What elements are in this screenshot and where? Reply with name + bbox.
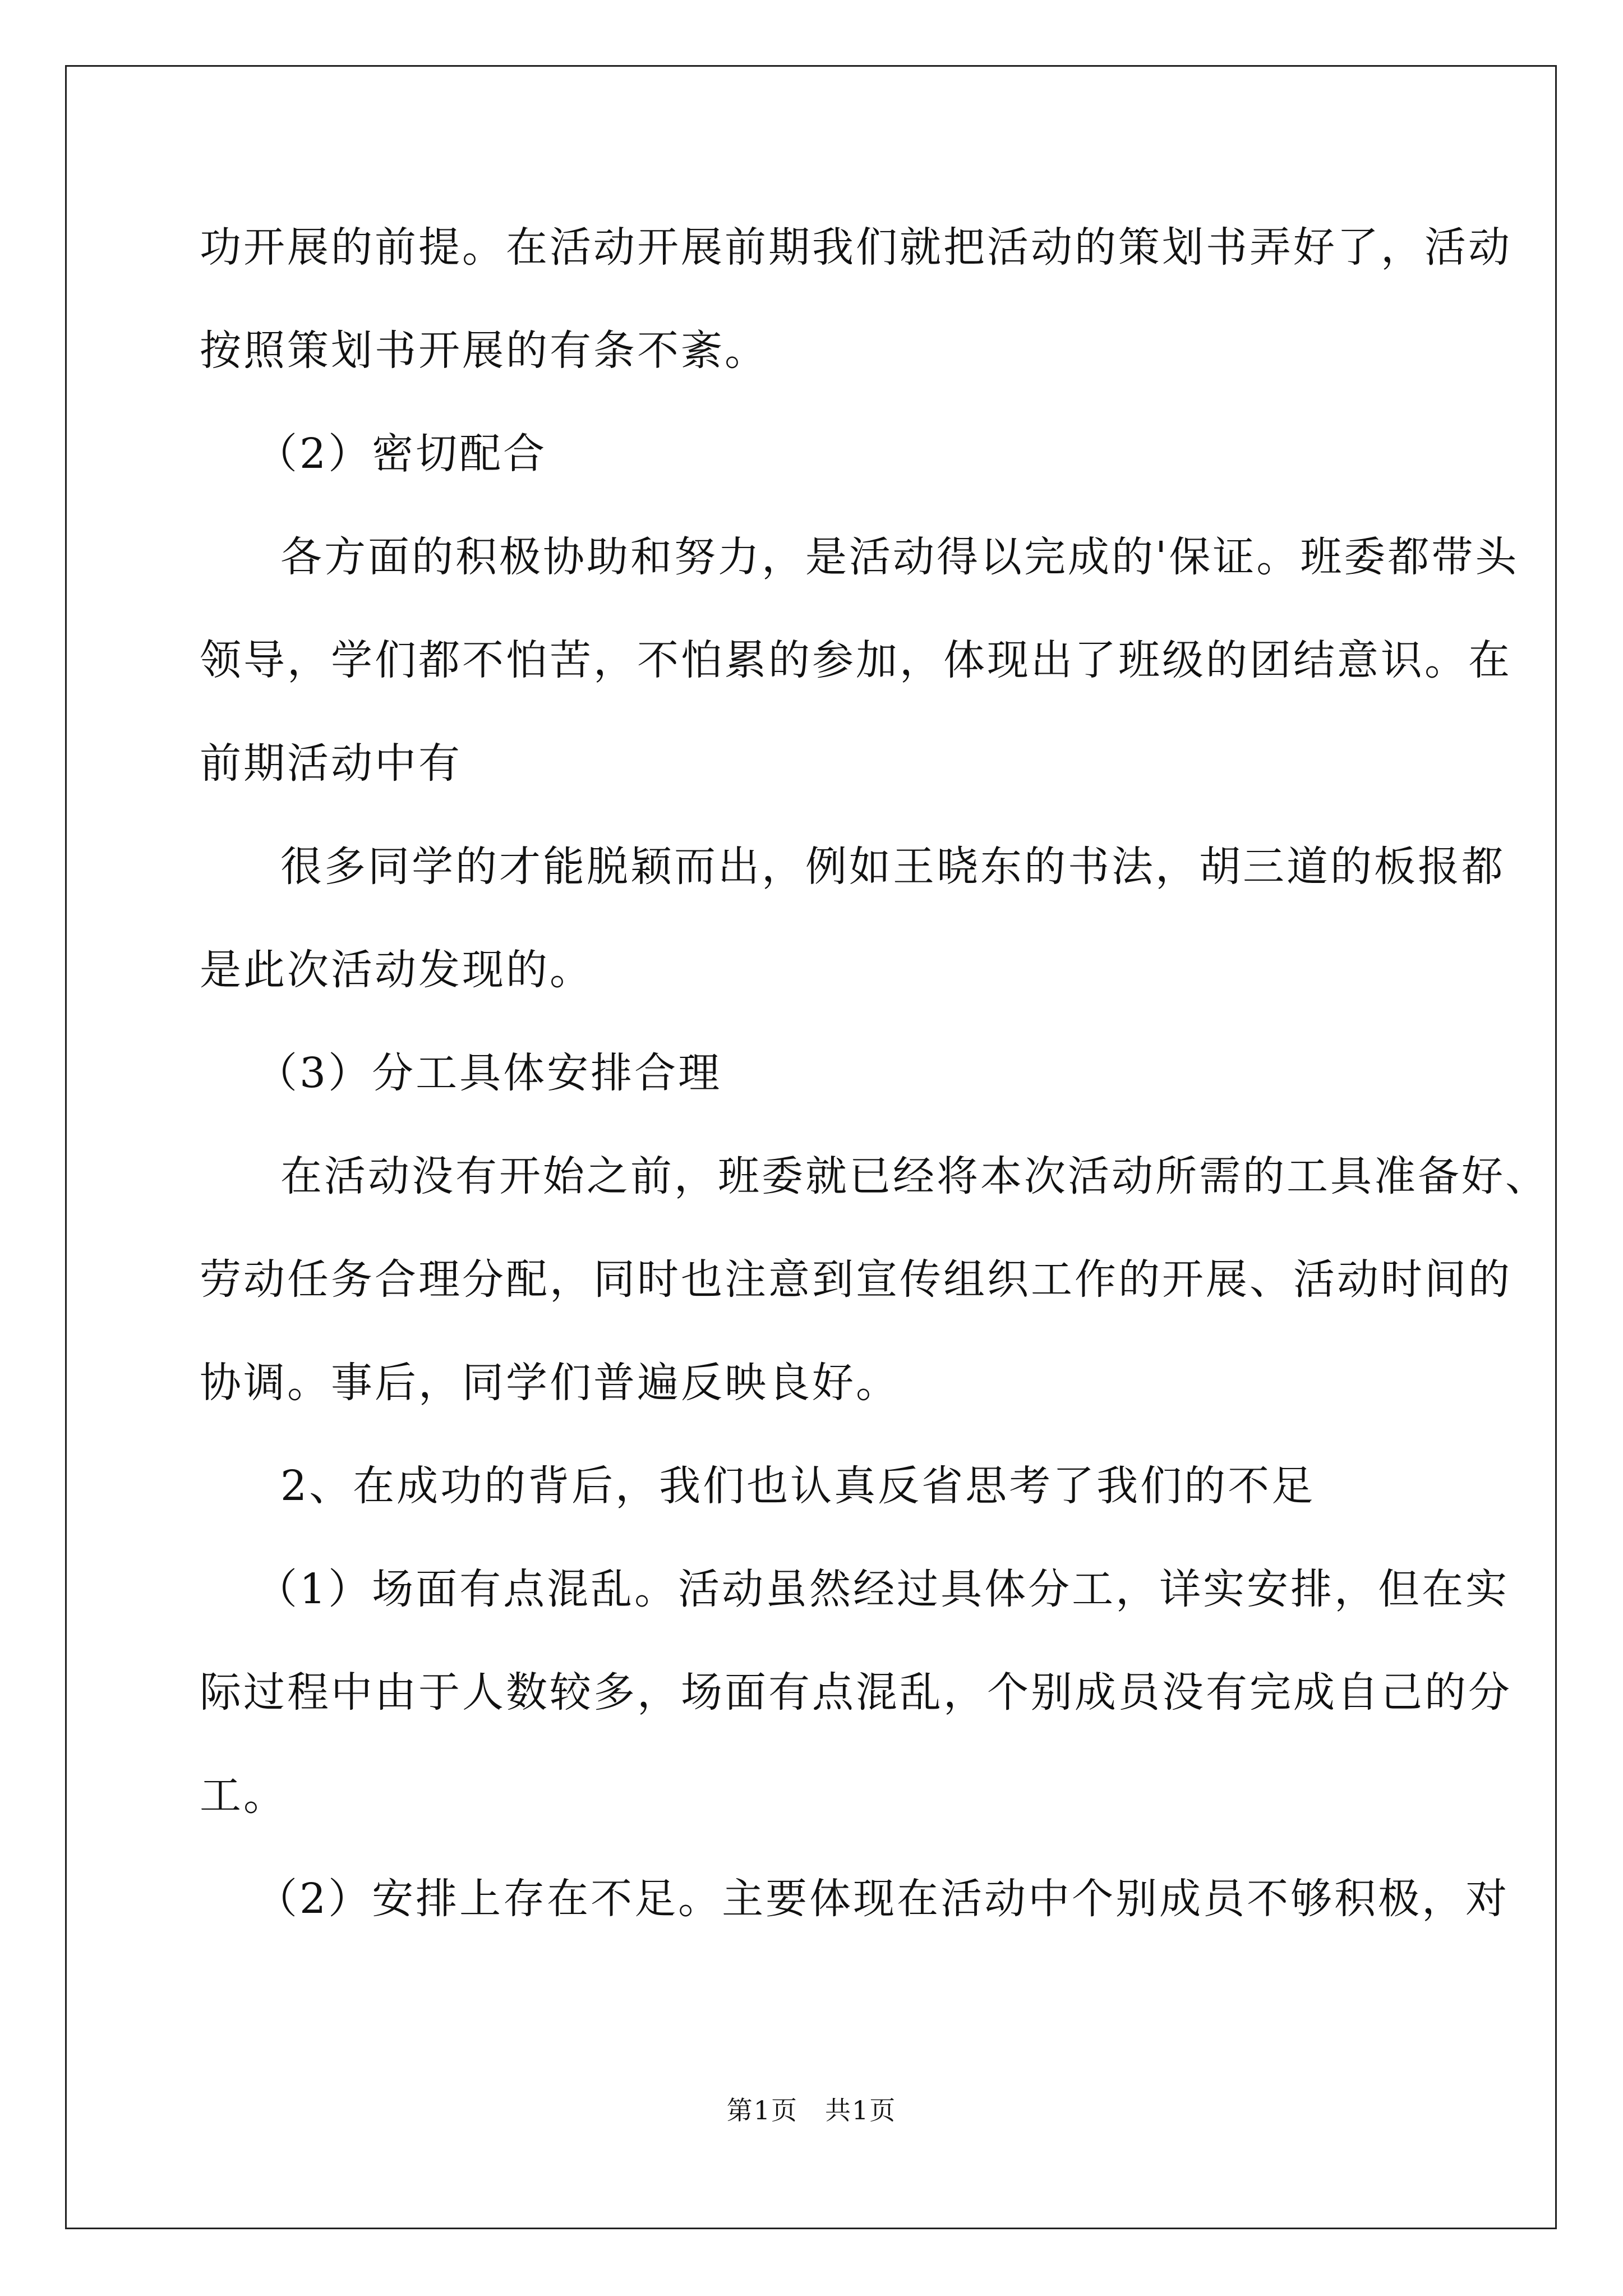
paragraph-line: 很多同学的才能脱颖而出，例如王晓东的书法，胡三道的板报都 [280,843,1505,891]
paragraph-line: 领导，学们都不怕苦，不怕累的参加，体现出了班级的团结意识。在 [200,636,1512,684]
paragraph-line: 劳动任务合理分配，同时也注意到宣传组织工作的开展、活动时间的 [200,1255,1512,1304]
paragraph-line: 功开展的前提。在活动开展前期我们就把活动的策划书弄好了，活动 [200,223,1512,272]
paragraph-line: （2）安排上存在不足。主要体现在活动中个别成员不够积极，对 [256,1875,1510,1923]
page-number-footer: 第1页 共1页 [726,2095,897,2125]
paragraph-line: 前期活动中有 [200,739,462,788]
section-heading: 2、在成功的背后，我们也认真反省思考了我们的不足 [280,1462,1316,1510]
paragraph-line: 各方面的积极协助和努力，是活动得以完成的'保证。班委都带头 [280,533,1519,581]
paragraph-line: 协调。事后，同学们普遍反映良好。 [200,1359,900,1407]
paragraph-line: 际过程中由于人数较多，场面有点混乱，个别成员没有完成自己的分 [200,1668,1512,1717]
paragraph-line: 是此次活动发现的。 [200,946,593,994]
paragraph-line: 工。 [200,1772,287,1820]
section-heading: （3）分工具体安排合理 [256,1049,722,1097]
paragraph-line: 按照策划书开展的有条不紊。 [200,326,768,375]
paragraph-line: 在活动没有开始之前，班委就已经将本次活动所需的工具准备好、 [280,1152,1549,1200]
section-heading: （2）密切配合 [256,430,547,478]
paragraph-line: （1）场面有点混乱。活动虽然经过具体分工，详实安排，但在实 [256,1565,1510,1613]
